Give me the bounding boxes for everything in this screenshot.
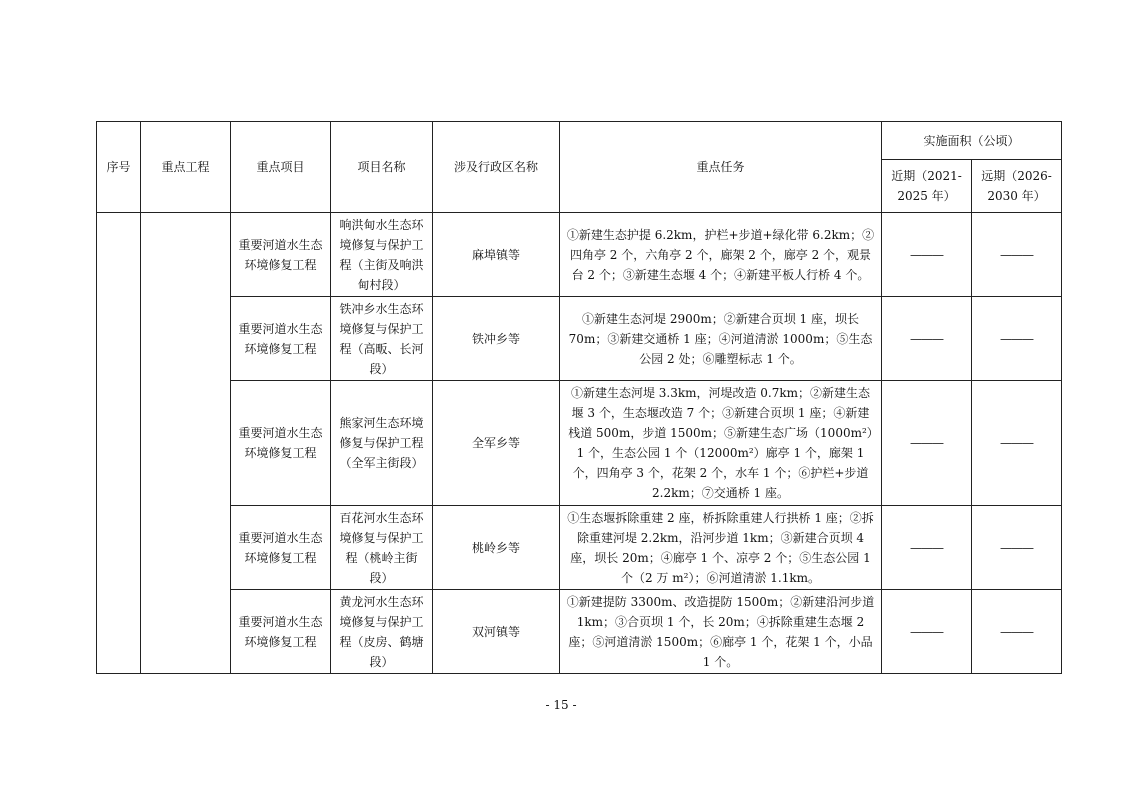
table-row [97, 297, 1062, 381]
region-cell: 双河镇等 [433, 590, 560, 674]
near-term-cell: ——— [882, 590, 972, 674]
task-cell: ①新建生态河堤 3.3km，河堤改造 0.7km；②新建生态堰 3 个，生态堰改造 7 个；③新建合页坝 1 座；④新建栈道 500m，步道 1500m；⑤新建生态广场（1000m²）1 个，生态公园 1 个（12000m²）廊亭 1 个，廊架 1 个，四角亭 3 个，花架 2 个，水车 1 个；⑥护栏+步道 2.2km；⑦交通桥 1 座。 [560, 381, 882, 506]
near-term-cell: ——— [882, 297, 972, 381]
task-cell: ①新建提防 3300m、改造提防 1500m；②新建沿河步道 1km；③合页坝 1 个，长 20m；④拆除重建生态堰 2 座；⑤河道清淤 1500m；⑥廊亭 1 个，花架 1 个，小品 1 个。 [560, 590, 882, 674]
item-name-cell: 熊家河生态环境修复与保护工程（全军主街段） [331, 381, 433, 506]
item-name-cell: 响洪甸水生态环境修复与保护工程（主街及响洪甸村段） [331, 213, 433, 297]
key-item-cell: 重要河道水生态环境修复工程 [231, 297, 331, 381]
key-item-cell: 重要河道水生态环境修复工程 [231, 213, 331, 297]
item-name-cell: 铁冲乡水生态环境修复与保护工程（高畈、长河段） [331, 297, 433, 381]
far-term-cell: ——— [972, 506, 1062, 590]
near-term-cell: ——— [882, 506, 972, 590]
header-task: 重点任务 [560, 122, 882, 213]
key-project-cell [141, 213, 231, 674]
region-cell: 桃岭乡等 [433, 506, 560, 590]
task-cell: ①生态堰拆除重建 2 座，桥拆除重建人行拱桥 1 座；②拆除重建河堤 2.2km，沿河步道 1km；③新建合页坝 4 座，坝长 20m；④廊亭 1 个、凉亭 2 个；⑤生态公园 1 个（2 万 m²）；⑥河道清淤 1.1km。 [560, 506, 882, 590]
near-term-cell: ——— [882, 213, 972, 297]
table-row [97, 381, 1062, 506]
near-term-cell: ——— [882, 381, 972, 506]
region-cell: 麻埠镇等 [433, 213, 560, 297]
far-term-cell: ——— [972, 213, 1062, 297]
table-row [97, 506, 1062, 590]
page-number: - 15 - [545, 698, 577, 712]
far-term-cell: ——— [972, 590, 1062, 674]
header-item-name: 项目名称 [331, 122, 433, 213]
region-cell: 全军乡等 [433, 381, 560, 506]
key-item-cell: 重要河道水生态环境修复工程 [231, 381, 331, 506]
header-key-item: 重点项目 [231, 122, 331, 213]
table-row [97, 590, 1062, 674]
header-region: 涉及行政区名称 [433, 122, 560, 213]
key-projects-table [96, 121, 1062, 674]
key-item-cell: 重要河道水生态环境修复工程 [231, 506, 331, 590]
item-name-cell: 百花河水生态环境修复与保护工程（桃岭主街段） [331, 506, 433, 590]
header-far-term: 远期（2026-2030 年） [972, 160, 1062, 213]
task-cell: ①新建生态护提 6.2km，护栏+步道+绿化带 6.2km；②四角亭 2 个，六角亭 2 个，廊架 2 个，廊亭 2 个，观景台 2 个；③新建生态堰 4 个；④新建平板人行桥 4 个。 [560, 213, 882, 297]
task-cell: ①新建生态河堤 2900m；②新建合页坝 1 座，坝长 70m；③新建交通桥 1 座；④河道清淤 1000m；⑤生态公园 2 处；⑥雕塑标志 1 个。 [560, 297, 882, 381]
table-row [97, 213, 1062, 297]
far-term-cell: ——— [972, 297, 1062, 381]
region-cell: 铁冲乡等 [433, 297, 560, 381]
seq-cell [97, 213, 141, 674]
header-area-group: 实施面积（公顷） [882, 122, 1062, 160]
item-name-cell: 黄龙河水生态环境修复与保护工程（皮房、鹤塘段） [331, 590, 433, 674]
header-near-term: 近期（2021-2025 年） [882, 160, 972, 213]
header-seq: 序号 [97, 122, 141, 213]
header-key-project: 重点工程 [141, 122, 231, 213]
far-term-cell: ——— [972, 381, 1062, 506]
key-item-cell: 重要河道水生态环境修复工程 [231, 590, 331, 674]
